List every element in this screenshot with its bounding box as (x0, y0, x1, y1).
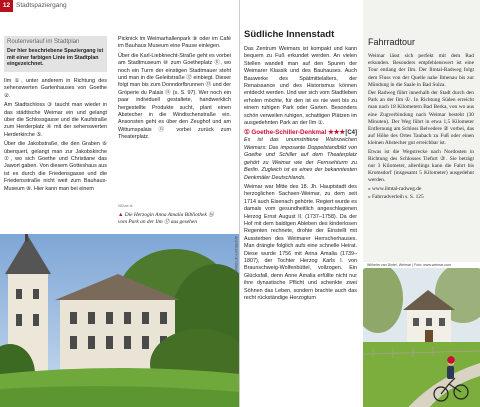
left-paragraph-1: Ilm ①, unter anderem in Richtung des sehenswerten Gartenhauses von Goethe ②. (4, 77, 107, 99)
poi-title: ① Goethe-Schiller-Denkmal ★★★ (244, 129, 345, 137)
route-desc: Der hier beschriebene Spaziergang ist mit einer farbigen Linie im Stadtplan eingezeichnet. (7, 48, 104, 68)
sidebar-paragraph-2: Der Radweg führt innerhalb der Stadt durch den Park an der Ilm ①. In Richtung Süden erreicht man nach 18 Kilometern Bad Berka, von wo aus eine Zugverbindung nach Weimar besteht (30 Minuten). Der Weg führt in etwa 1,5 Kilometer Entfernung am Schloss Belvedere ② vorbei, das auf Höhe des Ortes Taubach zu Fuß oder einen kleinen Abstecher gut erreichbar ist. (368, 90, 474, 147)
sidebar-link-radweg[interactable]: » www.ilmtal-radweg.de (368, 185, 422, 192)
left-header-title: Stadtspaziergang (16, 2, 67, 9)
poi-quote: Es ist das unumstrittene Wahrzeichen Weimars: Das imposante Doppelstandbild von Goethe und Schiller auf dem Theaterplatz gehört zu Weimar wie der Fernsehturm zu Berlin. Zugleich ist es eines der bekanntesten Denkmäler Deutschlands. (244, 137, 357, 181)
left-column-1 (4, 36, 107, 241)
caption-arrow-icon: ▲ (118, 212, 124, 218)
left-paragraph-2: Am Stadtschloss ③ taucht man wieder in das städtische Weimar ein und gelangt über die Schlossgasse und die Kaufstraße zum Herderplatz ④ mit der sehenswerten Herderkirche ⑤. (4, 102, 107, 138)
left-col2-paragraph-2: Über die Karl-Liebknecht-Straße geht es vorbei am Stadtmuseum ⑩ zum Goetheplatz ⑪, wo noch ein Turm der einstigen Stadtmauer steht und man in die Geleitstraße ⑫ einbiegt. Dieser folgt man bis zum Donndorfbrunnen ⑬ und der Gröperie du Palais ⑭ (s. S. 97). Wer noch ein paar individuell gestaltete, handwerklich hergestellte Produkte sucht, plant einen Abstecher in die Windischenstraße ein. Ansonsten geht es über den Zeughof und am Wittumspalais ⑮ vorbei zurück zum Theaterplatz. (118, 52, 231, 141)
route-box (4, 36, 107, 72)
right-photo-credit: Wilhelm van Dintel, Weimar | Foto: www.weimar.com (367, 263, 451, 267)
right-page (240, 0, 480, 407)
right-main-column (244, 29, 357, 407)
sidebar-paragraph-1: Weimar lässt sich perfekt mit dem Rad erkunden. Besonders empfehlenswert ist eine Tour entlang der Ilm. Der Ilmtal-Radweg folgt dem Fluss von der Quelle nahe Ilmenau bis zur Mündung in die Saale in Bad Sulza. (368, 53, 474, 88)
sidebar-paragraph-3: Etwas ist die Wegstrecke nach Nordosten in Richtung des Schlosses Tiefurt ③. Sie beträgt nur 3 Kilometer, allerdings kann die Fahrt bis Kromsdorf (insgesamt 5 Kilometer) ausgedehnt werden. (368, 148, 474, 184)
cyclist-photo (363, 262, 480, 407)
intro-paragraph: Das Zentrum Weimars ist kompakt und kann bequem zu Fuß erkundet werden. An vielen Stellen wandelt man auf den Spuren der Weimarer Klassik und des Bauhauses. Auch Bauwerke des Spätmittelalters, der Renaissance und des Historismus können entdeckt werden. Und wer sich vom Stadtleben erholen möchte, für den ist es nie weit bis zu einem ruhigen Park oder Garten. Besonders schön verweilen ruhigen, schattigen Plätzen im ausgedehnten Park an der Ilm ①. (244, 46, 357, 127)
left-column-2 (118, 36, 231, 181)
photo-caption (118, 212, 216, 226)
cyclist-illustration (363, 268, 480, 407)
sidebar-title: Fahrradtour (368, 37, 416, 47)
left-paragraph-3: Über die Jakobstraße, die den Graben ⑥ überquert, gelangt man zur Jakobskirche ⑦, wo sich Goethe und Christiane das Jawort gaben. Von diesem Gotteshaus aus ist es durch die Friedensgasse und die Friedensstraße nicht weit zum Bauhaus-Museum ⑧. Hier kann man bei einem (4, 141, 107, 192)
caption-code: 082we-fs (118, 204, 133, 208)
left-col2-paragraph-1: Picknick im Weimarhallenpark ⑨ oder im Café im Bauhaus Museum eine Pause einlegen. (118, 36, 231, 50)
poi-heading (244, 129, 357, 137)
body-paragraph: Weimar war Mitte des 18. Jh. Hauptstadt des herzoglichen Sachsen-Weimar, zu dem seit 1714 auch Eisenach gehörte. Regiert wurde es damals vom gesundheitlich angeschlagenen Herzog Ernst August II. (1737–1758). Da der Hof mit dem baldigen Ableben des kinderlosen Regenten rechnete, drohte der Einstellt mit Aussterben des Weimarer Herrscherhauses. Man drängte folglich aufs eine schnelle Heirat. Diese wurde 1756 mit Anna Amalia (1739–1807), der Tochter Herzog Karls I. von Braunschweig-Wolfenbüttel, vollzogen. Ein Glücksfall, denn Anne Amalia erfüllte nicht nur ihre dynastische Pflicht und schenkte zwei Söhnen das Leben, sondern brachte auch das recht rückständige Herzogtum (244, 183, 357, 301)
library-illustration (0, 234, 240, 407)
poi-grid-reference: [C4] (345, 130, 357, 137)
left-photo-credit: ANDREAS KIETZMANN (234, 236, 238, 276)
route-title: Routenverlauf im Stadtplan (7, 39, 80, 45)
left-page-number: 12 (0, 0, 13, 12)
caption-text: Die Herzogin Anna Amalia Bibliothek ⑯ vom Park an der Ilm ⑰ aus gesehen (118, 212, 214, 225)
library-photo (0, 234, 240, 407)
bike-tour-sidebar (363, 0, 480, 262)
section-title: Südliche Innenstadt (244, 29, 335, 40)
left-page-header (0, 0, 239, 12)
sidebar-link-verleih[interactable]: » Fahrradverleih s. S. 125 (368, 193, 424, 200)
